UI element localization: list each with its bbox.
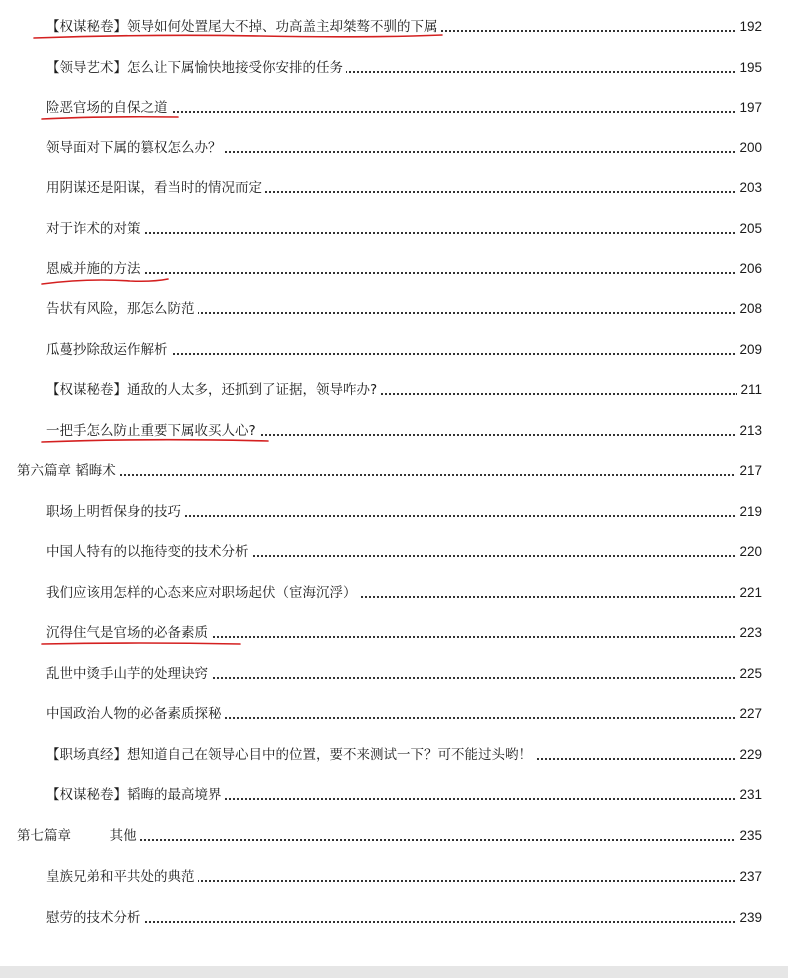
toc-entry[interactable] xyxy=(0,256,788,282)
toc-entry-page: 205 xyxy=(736,220,762,238)
toc-entry-title: 【领导艺术】怎么让下属愉快地接受你安排的任务 xyxy=(46,59,346,77)
toc-entry-title: 中国政治人物的必备素质探秘 xyxy=(46,705,225,723)
toc-chapter-entry[interactable] xyxy=(0,458,788,484)
toc-entry-page: 200 xyxy=(736,139,762,157)
toc-entry[interactable] xyxy=(0,296,788,322)
toc-entry-page: 197 xyxy=(736,99,762,117)
toc-entry[interactable] xyxy=(0,499,788,525)
toc-entry-page: 220 xyxy=(736,543,762,561)
toc-entry[interactable] xyxy=(0,95,788,121)
toc-entry-page: 209 xyxy=(736,341,762,359)
toc-entry-page: 223 xyxy=(736,624,762,642)
toc-entry[interactable] xyxy=(0,782,788,808)
toc-entry-title: 职场上明哲保身的技巧 xyxy=(46,503,184,521)
toc-entry[interactable] xyxy=(0,55,788,81)
toc-entry-title: 皇族兄弟和平共处的典范 xyxy=(46,868,198,886)
page-bottom-edge xyxy=(0,966,788,978)
toc-chapter-title: 第七篇章 其他 xyxy=(17,827,140,845)
leader-dots xyxy=(50,272,738,274)
toc-entry-title: 中国人特有的以拖待变的技术分析 xyxy=(46,543,252,561)
toc-entry[interactable] xyxy=(0,620,788,646)
toc-entry[interactable] xyxy=(0,580,788,606)
toc-entry[interactable] xyxy=(0,742,788,768)
toc-entry-title: 【职场真经】想知道自己在领导心目中的位置，要不来测试一下？可不能过头哟！ xyxy=(46,746,535,764)
toc-entry-title: 告状有风险，那怎么防范 xyxy=(46,300,198,318)
leader-dots xyxy=(50,921,738,923)
toc-entry[interactable] xyxy=(0,661,788,687)
toc-entry-title: 恩威并施的方法 xyxy=(46,260,144,278)
toc-entry-title: 沉得住气是官场的必备素质 xyxy=(46,624,211,642)
toc-entry-page: 221 xyxy=(736,584,762,602)
toc-chapter-title: 第六篇章 韬晦术 xyxy=(17,462,119,480)
toc-entry[interactable] xyxy=(0,377,788,403)
toc-entry-page: 217 xyxy=(736,462,762,480)
toc-entry-title: 险恶官场的自保之道 xyxy=(46,99,171,117)
toc-entry-title: 我们应该用怎样的心态来应对职场起伏（宦海沉浮） xyxy=(46,584,360,602)
toc-entry-title: 用阴谋还是阳谋，看当时的情况而定 xyxy=(46,179,265,197)
toc-entry-page: 206 xyxy=(736,260,762,278)
toc-entry[interactable] xyxy=(0,216,788,242)
toc-entry[interactable] xyxy=(0,135,788,161)
toc-entry[interactable] xyxy=(0,14,788,40)
toc-entry-page: 203 xyxy=(736,179,762,197)
toc-entry-title: 【权谋秘卷】领导如何处置尾大不掉、功高盖主却桀骜不驯的下属 xyxy=(46,18,441,36)
toc-entry-title: 对于诈术的对策 xyxy=(46,220,144,238)
toc-entry[interactable] xyxy=(0,175,788,201)
toc-entry-title: 慰劳的技术分析 xyxy=(46,909,144,927)
toc-entry-title: 领导面对下属的篡权怎么办？ xyxy=(46,139,225,157)
toc-entry-title: 瓜蔓抄除敌运作解析 xyxy=(46,341,171,359)
toc-entry-page: 208 xyxy=(736,300,762,318)
toc-entry-title: 乱世中烫手山芋的处理诀窍 xyxy=(46,665,211,683)
toc-entry[interactable] xyxy=(0,337,788,363)
toc-chapter-entry[interactable] xyxy=(0,823,788,849)
leader-dots xyxy=(21,474,738,476)
toc-entry-page: 229 xyxy=(736,746,762,764)
toc-entry-page: 227 xyxy=(736,705,762,723)
toc-entry[interactable] xyxy=(0,418,788,444)
toc-entry-page: 211 xyxy=(737,381,762,399)
toc-entry-page: 237 xyxy=(736,868,762,886)
toc-entry-page: 195 xyxy=(736,59,762,77)
toc-entry-page: 239 xyxy=(736,909,762,927)
toc-entry-title: 【权谋秘卷】通敌的人太多，还抓到了证据，领导咋办? xyxy=(46,381,380,399)
toc-entry[interactable] xyxy=(0,539,788,565)
toc-entry-title: 【权谋秘卷】韬晦的最高境界 xyxy=(46,786,225,804)
toc-entry[interactable] xyxy=(0,905,788,931)
toc-entry-page: 225 xyxy=(736,665,762,683)
toc-entry-page: 192 xyxy=(736,18,762,36)
leader-dots xyxy=(50,232,738,234)
toc-entry[interactable] xyxy=(0,864,788,890)
toc-entry-page: 231 xyxy=(736,786,762,804)
toc-entry-title: 一把手怎么防止重要下属收买人心? xyxy=(46,422,259,440)
toc-entry-page: 235 xyxy=(736,827,762,845)
toc-entry-page: 213 xyxy=(736,422,762,440)
toc-entry[interactable] xyxy=(0,701,788,727)
toc-entry-page: 219 xyxy=(736,503,762,521)
